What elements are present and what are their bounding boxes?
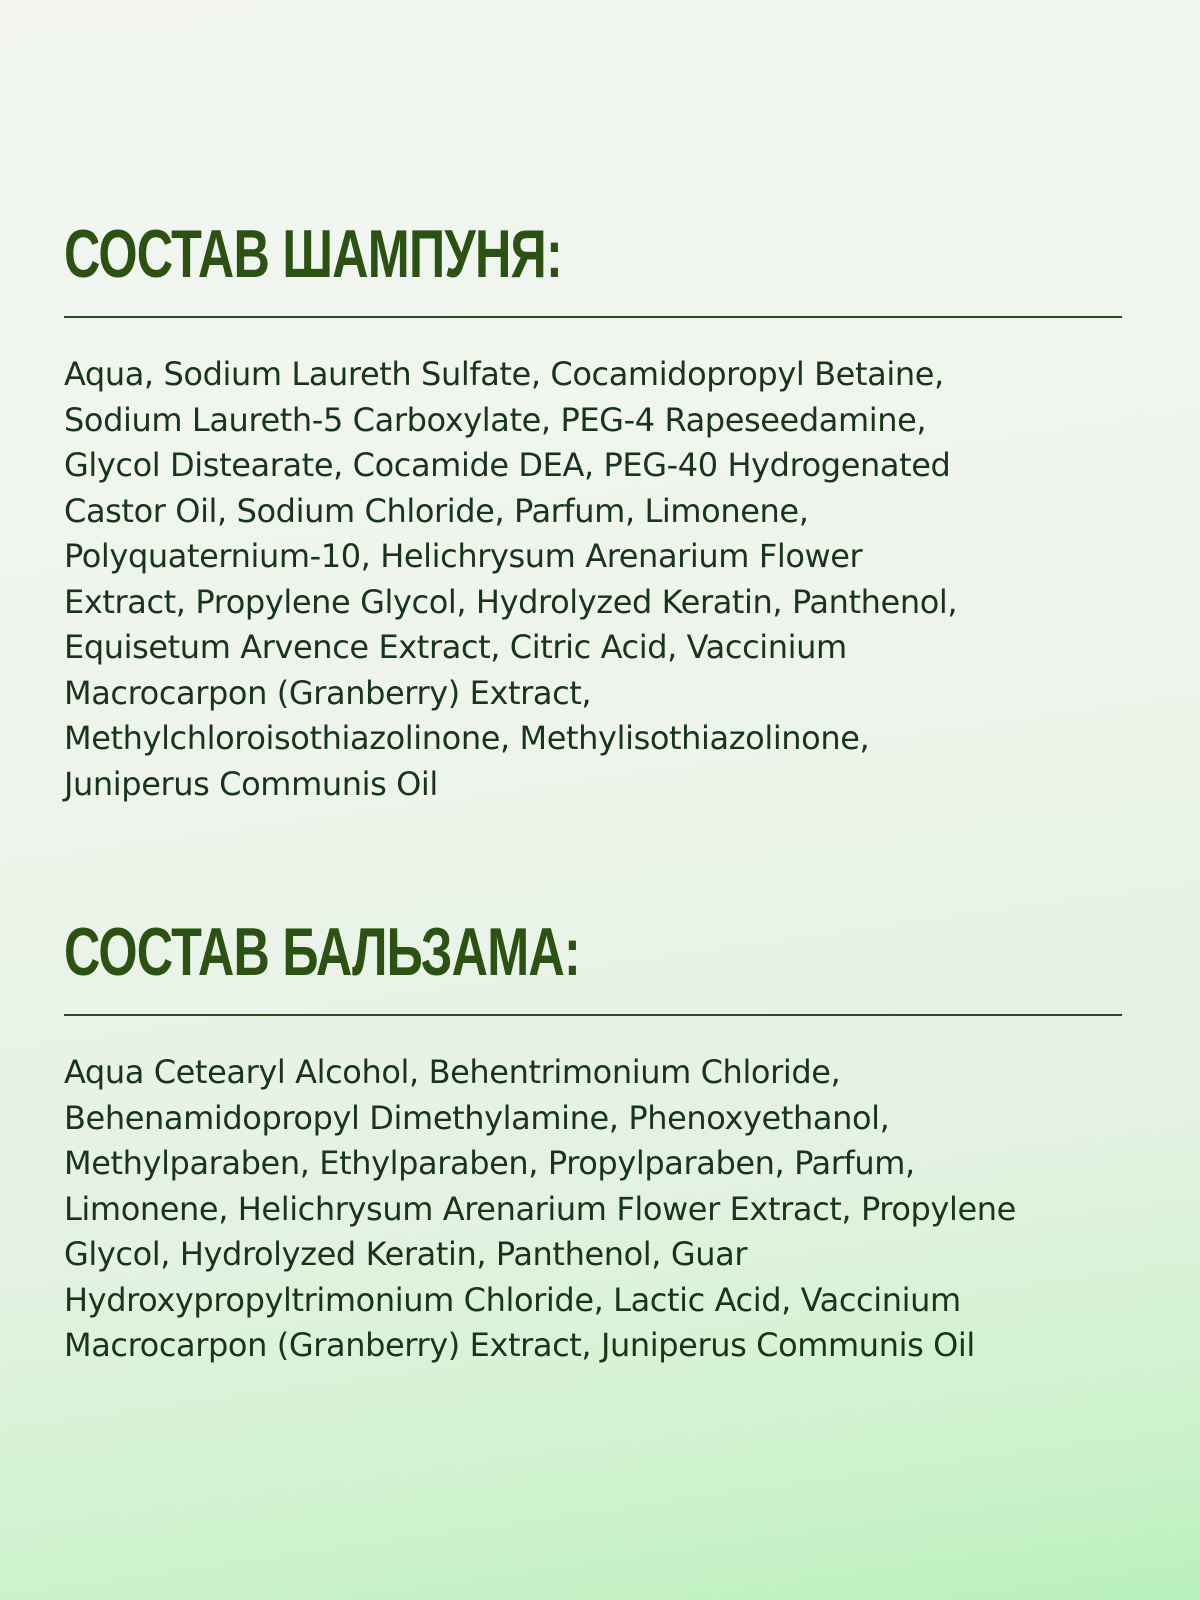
ingredients-line: Sodium Laureth-5 Carboxylate, PEG-4 Rapeseedamine, [64,400,927,439]
ingredients-line: Glycol Distearate, Cocamide DEA, PEG-40 Hydrogenated [64,446,951,484]
shampoo-divider [64,316,1122,318]
ingredients-line: Macrocarpon (Granberry) Extract, [64,673,592,712]
ingredients-line: Equisetum Arvence Extract, Citric Acid, Vaccinium [64,628,847,666]
ingredients-line: Aqua, Sodium Laureth Sulfate, Cocamidopropyl Betaine, [64,355,944,393]
ingredients-line: Macrocarpon (Granberry) Extract, Juniperus Communis Oil [64,1326,975,1364]
ingredients-line: Behenamidopropyl Dimethylamine, Phenoxyethanol, [64,1098,890,1137]
shampoo-ingredients-section [64,214,1122,807]
balm-ingredients-section [64,912,1122,1369]
ingredients-line: Glycol, Hydrolyzed Keratin, Panthenol, Guar [64,1235,748,1273]
ingredients-line: Juniperus Communis Oil [64,764,438,803]
ingredients-line: Methylparaben, Ethylparaben, Propylparaben, Parfum, [64,1144,915,1182]
ingredients-line: Castor Oil, Sodium Chloride, Parfum, Limonene, [64,491,809,530]
shampoo-title: СОСТАВ ШАМПУНЯ: [64,216,562,292]
balm-divider [64,1014,1122,1016]
ingredients-line: Hydroxypropyltrimonium Chloride, Lactic Acid, Vaccinium [64,1280,961,1319]
shampoo-ingredients-text [64,352,1122,807]
ingredients-line: Polyquaternium-10, Helichrysum Arenarium Flower [64,537,863,575]
ingredients-line: Methylchloroisothiazolinone, Methylisothiazolinone, [64,719,870,757]
balm-title: СОСТАВ БАЛЬЗАМА: [64,914,581,990]
ingredients-line: Limonene, Helichrysum Arenarium Flower Extract, Propylene [64,1189,1016,1228]
balm-ingredients-text [64,1050,1122,1369]
ingredients-line: Extract, Propylene Glycol, Hydrolyzed Keratin, Panthenol, [64,582,958,621]
ingredients-line: Aqua Cetearyl Alcohol, Behentrimonium Chloride, [64,1053,841,1091]
